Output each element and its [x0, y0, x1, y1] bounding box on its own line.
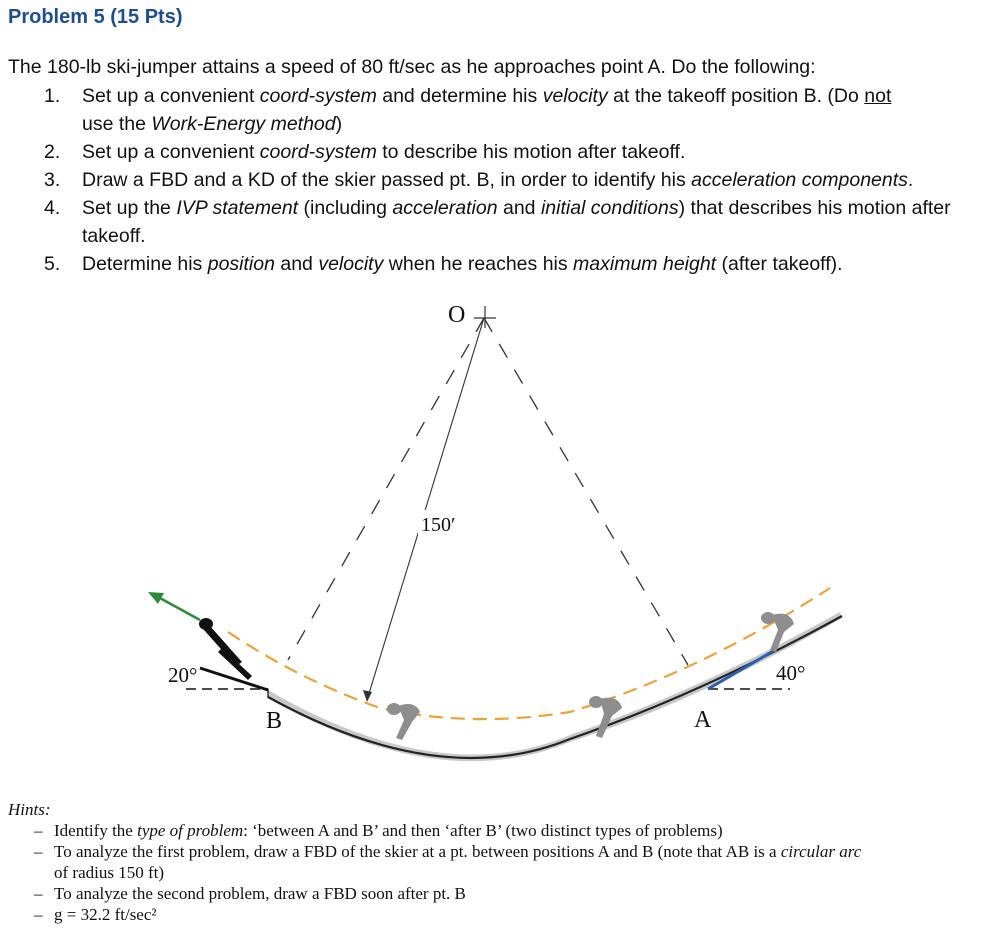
hint-text: Identify the [54, 821, 138, 840]
task-text: to describe his motion after takeoff. [376, 141, 686, 163]
task-emphasis: velocity [542, 85, 608, 107]
hint-item [34, 904, 989, 925]
task-text: (including [298, 197, 393, 219]
task-number: 1. [44, 85, 61, 107]
task-emphasis: velocity [318, 253, 384, 275]
task-text: Set up the [82, 197, 177, 219]
hint-text: To analyze the first problem, draw a FBD of the skier at a pt. between positions A and B (note that AB is a [54, 842, 781, 861]
label-O: O [448, 302, 466, 328]
hint-item [34, 883, 989, 904]
task-text: Set up a convenient [82, 85, 260, 107]
task-text: Draw a FBD and a KD of the skier passed pt. B, in order to identify his [82, 169, 692, 191]
hint-text: of radius 150 ft) [54, 863, 165, 882]
hints-list [34, 820, 989, 925]
task-number: 2. [44, 141, 61, 163]
task-item-1 [44, 82, 984, 138]
task-text: and determine his [376, 85, 543, 107]
task-text: at the takeoff position B. (Do [607, 85, 865, 107]
task-item-2 [44, 138, 984, 166]
task-emphasis: initial conditions [540, 197, 679, 219]
task-underline: not [864, 85, 892, 107]
task-emphasis: coord-system [259, 85, 377, 107]
task-text: ) that describes his motion after takeoff. [82, 197, 951, 247]
task-emphasis: coord-system [259, 141, 377, 163]
hint-text: To analyze the second problem, draw a FBD soon after pt. B [54, 884, 466, 903]
task-number: 4. [44, 197, 61, 219]
hint-text: : ‘between A and B’ and then ‘after B’ (two distinct types of problems) [243, 821, 723, 840]
label-B: B [266, 708, 283, 734]
skier-flying-icon [199, 618, 268, 690]
task-item-4 [44, 194, 984, 250]
ski-slope [268, 612, 842, 761]
task-text: . [907, 169, 914, 191]
center-mark [474, 306, 496, 328]
task-text: when he reaches his [383, 253, 574, 275]
task-text: Determine his [82, 253, 208, 275]
hint-bullet: – [34, 905, 43, 924]
hint-bullet: – [34, 884, 43, 903]
task-emphasis: acceleration [392, 197, 498, 219]
ski-jump-figure [0, 280, 990, 780]
task-list [44, 82, 984, 278]
skier-crouch-icon [387, 703, 420, 740]
task-text: Set up a convenient [82, 141, 260, 163]
label-radius: 150′ [421, 514, 456, 536]
label-angle-B: 20° [168, 663, 198, 687]
hint-item [34, 841, 989, 883]
task-emphasis: acceleration components [691, 169, 908, 191]
hint-emphasis: type of problem [137, 821, 244, 840]
task-number: 5. [44, 253, 61, 275]
task-text: and [497, 197, 541, 219]
task-text: use the [82, 113, 152, 135]
task-number: 3. [44, 169, 61, 191]
hint-bullet: – [34, 842, 43, 861]
velocity-arrow [148, 592, 200, 620]
task-emphasis: position [207, 253, 275, 275]
task-emphasis: IVP statement [176, 197, 299, 219]
task-text: and [274, 253, 319, 275]
hint-bullet: – [34, 821, 43, 840]
task-emphasis: maximum height [573, 253, 717, 275]
problem-title: Problem 5 (15 Pts) [8, 6, 183, 28]
slope-surface-line [268, 616, 842, 758]
hints-title: Hints: [8, 800, 51, 819]
task-text: (after takeoff). [716, 253, 843, 275]
hint-text: g = 32.2 ft/sec² [54, 905, 157, 924]
radius-lines [288, 318, 688, 665]
task-item-3 [44, 166, 984, 194]
label-A: A [694, 707, 712, 733]
hint-item [34, 820, 989, 841]
hint-emphasis: circular arc [780, 842, 862, 861]
incline-line-A [708, 650, 775, 689]
problem-intro: The 180-lb ski-jumper attains a speed of 80 ft/sec as he approaches point A. Do the following: [8, 56, 816, 78]
task-item-5 [44, 250, 984, 278]
task-emphasis: Work-Energy method [151, 113, 336, 135]
task-text: ) [335, 113, 343, 135]
label-angle-A: 40° [776, 661, 806, 685]
